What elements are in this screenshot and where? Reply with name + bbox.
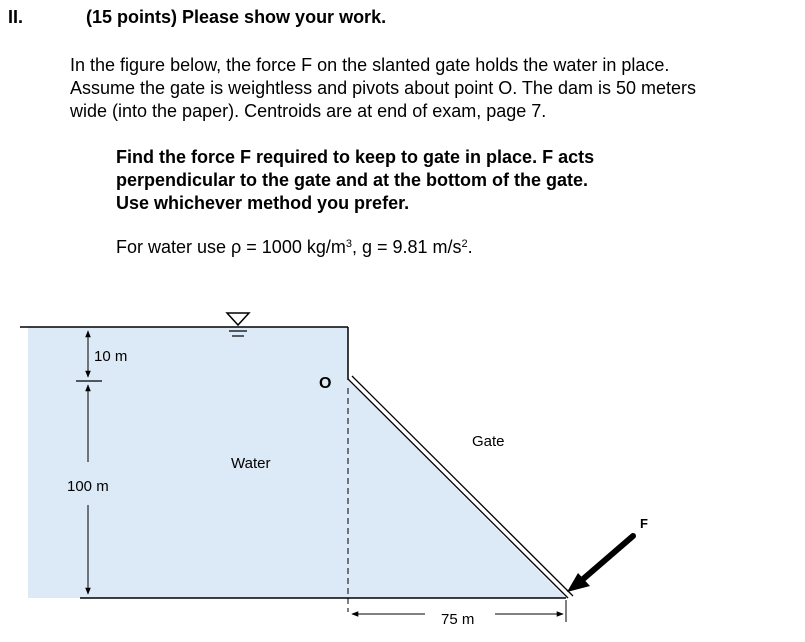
intro-line-3: wide (into the paper). Centroids are at end of exam, page 7. bbox=[70, 101, 547, 121]
label-pivot-O: O bbox=[319, 375, 332, 392]
label-force-F: F bbox=[640, 516, 648, 531]
intro-line-1: In the figure below, the force F on the slanted gate holds the water in place. bbox=[70, 55, 670, 75]
force-arrow bbox=[567, 536, 633, 592]
find-line-2: perpendicular to the gate and at the bottom of the gate. bbox=[116, 170, 589, 190]
rho-exponent: 3 bbox=[345, 238, 352, 250]
given-suffix: . bbox=[467, 237, 473, 257]
water-region bbox=[28, 327, 566, 598]
find-line-1: Find the force F required to keep to gate in place. F acts bbox=[116, 147, 595, 167]
problem-number: II. bbox=[8, 7, 24, 27]
label-gate: Gate bbox=[472, 433, 505, 450]
g-exponent: 2 bbox=[461, 238, 468, 250]
label-10m: 10 m bbox=[94, 348, 128, 365]
given-prefix: For water use ρ = 1000 kg/m bbox=[116, 237, 346, 257]
find-line-3: Use whichever method you prefer. bbox=[116, 193, 410, 213]
problem-heading: (15 points) Please show your work. bbox=[86, 7, 387, 27]
intro-line-2: Assume the gate is weightless and pivots about point O. The dam is 50 meters bbox=[70, 78, 697, 98]
label-100m: 100 m bbox=[67, 478, 109, 495]
given-mid: , g = 9.81 m/s bbox=[351, 237, 462, 257]
label-75m: 75 m bbox=[441, 611, 475, 628]
label-water: Water bbox=[231, 455, 271, 472]
